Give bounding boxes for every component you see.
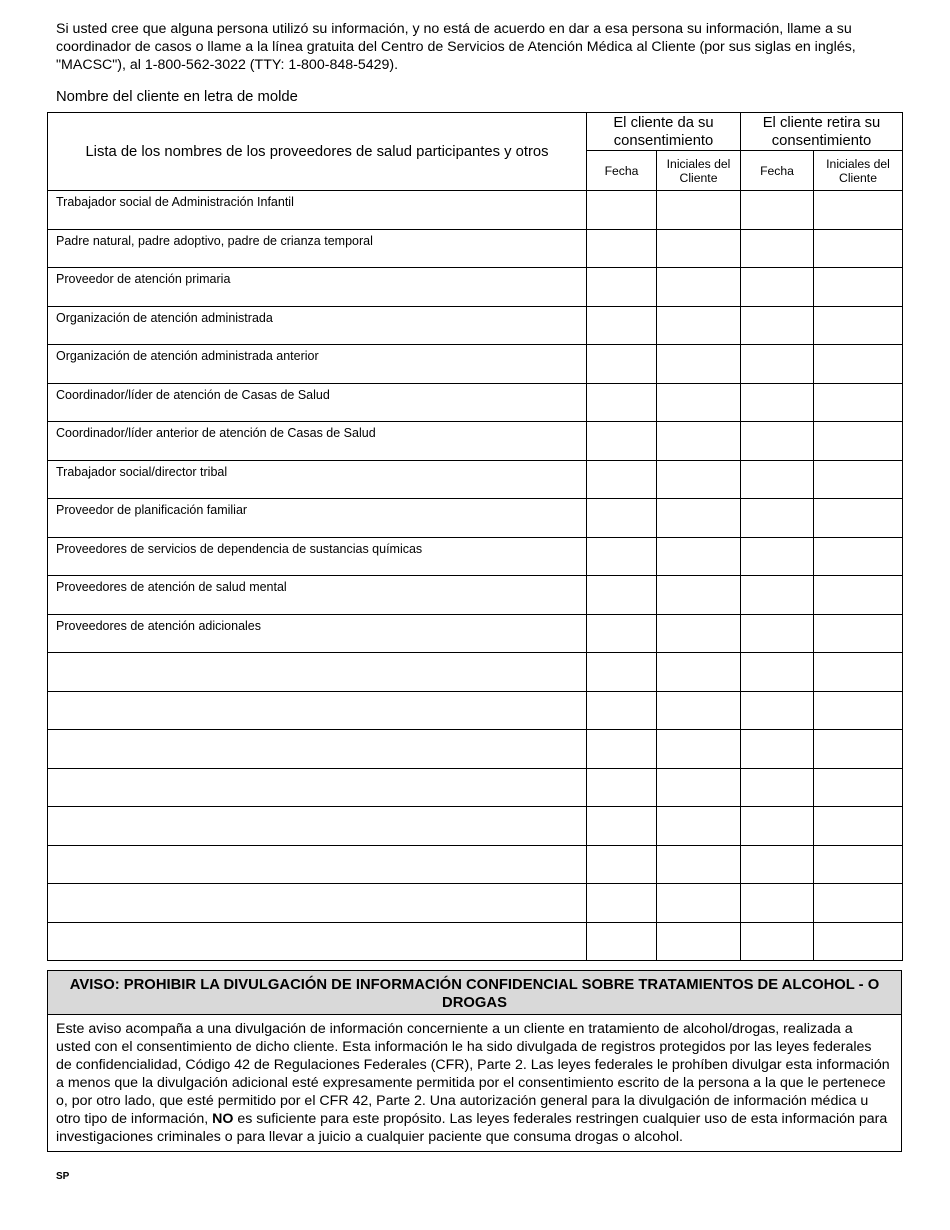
consent-initials-cell[interactable] — [657, 768, 741, 807]
revoke-date-cell[interactable] — [741, 345, 814, 384]
consent-initials-cell[interactable] — [657, 268, 741, 307]
table-row — [48, 422, 903, 461]
revoke-date-cell[interactable] — [741, 537, 814, 576]
table-row — [48, 268, 903, 307]
table-row — [48, 191, 903, 230]
provider-name-cell: Proveedores de servicios de dependencia de sustancias químicas — [48, 537, 587, 576]
revoke-initials-cell[interactable] — [814, 691, 903, 730]
consent-initials-cell[interactable] — [657, 422, 741, 461]
provider-name-cell[interactable] — [48, 691, 587, 730]
revoke-date-cell[interactable] — [741, 807, 814, 846]
revoke-initials-cell[interactable] — [814, 922, 903, 961]
consent-date-cell[interactable] — [587, 499, 657, 538]
consent-date-cell[interactable] — [587, 614, 657, 653]
provider-name-cell: Proveedor de planificación familiar — [48, 499, 587, 538]
table-row — [48, 922, 903, 961]
revoke-initials-cell[interactable] — [814, 845, 903, 884]
revoke-initials-cell[interactable] — [814, 730, 903, 769]
confidentiality-notice — [47, 970, 902, 1152]
table-row — [48, 653, 903, 692]
notice-body — [48, 1015, 901, 1151]
revoke-initials-cell[interactable] — [814, 345, 903, 384]
table-row — [48, 691, 903, 730]
consent-initials-cell[interactable] — [657, 306, 741, 345]
revoke-date-cell[interactable] — [741, 191, 814, 230]
notice-body-text-1: Este aviso acompaña a una divulgación de información concerniente a un cliente en tratamiento de alcohol/drogas, realizada a usted con el consentimiento de dicho cliente. Esta información le ha sido divulgada de registros protegidos por las leyes federales de confidencialidad, Código 42 de Regulaciones Federales (CFR), Parte 2. Las leyes federales le prohíben divulgar esta información a menos que la divulgación adicional esté expresamente permitida por el consentimiento escrito de la persona a la que le pertenece o, por otro lado, que esté permitido por el CFR 42, Parte 2. Una autorización general para la divulgación de información médica u otro tipo de información, — [56, 1021, 890, 1127]
table-row — [48, 229, 903, 268]
revoke-date-cell[interactable] — [741, 768, 814, 807]
table-row — [48, 306, 903, 345]
table-row — [48, 576, 903, 615]
consent-date-cell[interactable] — [587, 422, 657, 461]
notice-body-text-2: es suficiente para este propósito. Las leyes federales restringen cualquier uso de esta información para investigaciones criminales o para llevar a juicio a cualquier paciente que consuma drogas o alcohol. — [56, 1111, 888, 1145]
revoke-date-cell[interactable] — [741, 922, 814, 961]
provider-name-cell[interactable] — [48, 807, 587, 846]
consent-group-header: El cliente da su consentimiento — [587, 113, 741, 151]
consent-initials-cell[interactable] — [657, 345, 741, 384]
revoke-date-cell[interactable] — [741, 306, 814, 345]
revoke-date-cell[interactable] — [741, 653, 814, 692]
table-row — [48, 499, 903, 538]
consent-initials-cell[interactable] — [657, 576, 741, 615]
revoke-date-cell[interactable] — [741, 576, 814, 615]
revoke-date-cell[interactable] — [741, 268, 814, 307]
consent-date-cell[interactable] — [587, 922, 657, 961]
consent-date-header: Fecha — [587, 151, 657, 191]
provider-name-cell: Coordinador/líder de atención de Casas de Salud — [48, 383, 587, 422]
revoke-initials-cell[interactable] — [814, 807, 903, 846]
revoke-date-cell[interactable] — [741, 884, 814, 923]
consent-initials-cell[interactable] — [657, 383, 741, 422]
providers-column-header: Lista de los nombres de los proveedores de salud participantes y otros — [48, 113, 587, 191]
revoke-initials-header: Iniciales del Cliente — [814, 151, 903, 191]
provider-name-cell[interactable] — [48, 884, 587, 923]
revoke-initials-cell[interactable] — [814, 229, 903, 268]
consent-initials-cell[interactable] — [657, 537, 741, 576]
consent-date-cell[interactable] — [587, 730, 657, 769]
consent-initials-cell[interactable] — [657, 614, 741, 653]
provider-name-cell: Proveedores de atención de salud mental — [48, 576, 587, 615]
consent-initials-cell[interactable] — [657, 229, 741, 268]
provider-name-cell: Proveedor de atención primaria — [48, 268, 587, 307]
table-row — [48, 884, 903, 923]
consent-date-cell[interactable] — [587, 845, 657, 884]
provider-name-cell[interactable] — [48, 845, 587, 884]
notice-title: AVISO: PROHIBIR LA DIVULGACIÓN DE INFORMACIÓN CONFIDENCIAL SOBRE TRATAMIENTOS DE ALCOHOL - O DROGAS — [48, 971, 901, 1015]
revoke-date-cell[interactable] — [741, 229, 814, 268]
consent-initials-cell[interactable] — [657, 922, 741, 961]
table-row — [48, 845, 903, 884]
table-row — [48, 730, 903, 769]
providers-table — [47, 112, 903, 961]
consent-initials-header: Iniciales del Cliente — [657, 151, 741, 191]
revoke-initials-cell[interactable] — [814, 653, 903, 692]
revoke-initials-cell[interactable] — [814, 537, 903, 576]
consent-initials-cell[interactable] — [657, 691, 741, 730]
consent-date-cell[interactable] — [587, 229, 657, 268]
consent-date-cell[interactable] — [587, 653, 657, 692]
provider-name-cell[interactable] — [48, 730, 587, 769]
notice-body-emphasis: NO — [212, 1111, 234, 1127]
consent-date-cell[interactable] — [587, 345, 657, 384]
provider-name-cell: Organización de atención administrada — [48, 306, 587, 345]
consent-date-cell[interactable] — [587, 768, 657, 807]
table-row — [48, 768, 903, 807]
revoke-date-cell[interactable] — [741, 730, 814, 769]
table-row — [48, 807, 903, 846]
client-name-label: Nombre del cliente en letra de molde — [56, 89, 298, 105]
revoke-initials-cell[interactable] — [814, 460, 903, 499]
provider-name-cell: Padre natural, padre adoptivo, padre de crianza temporal — [48, 229, 587, 268]
revoke-initials-cell[interactable] — [814, 768, 903, 807]
consent-initials-cell[interactable] — [657, 730, 741, 769]
revoke-date-cell[interactable] — [741, 383, 814, 422]
consent-date-cell[interactable] — [587, 460, 657, 499]
consent-initials-cell[interactable] — [657, 499, 741, 538]
revoke-initials-cell[interactable] — [814, 499, 903, 538]
revoke-initials-cell[interactable] — [814, 614, 903, 653]
consent-initials-cell[interactable] — [657, 653, 741, 692]
consent-date-cell[interactable] — [587, 691, 657, 730]
revoke-initials-cell[interactable] — [814, 576, 903, 615]
intro-paragraph: Si usted cree que alguna persona utilizó su información, y no está de acuerdo en dar a esa persona su información, llame a su coordinador de casos o llame a la línea gratuita del Centro de Servicios de Atención Médica al Cliente (por sus siglas en inglés, "MACSC"), al 1-800-562-3022 (TTY: 1-800-848-5429). — [56, 21, 856, 73]
consent-initials-cell[interactable] — [657, 884, 741, 923]
form-language-code: SP — [56, 1171, 70, 1182]
table-row — [48, 460, 903, 499]
revoke-date-cell[interactable] — [741, 460, 814, 499]
revoke-group-header: El cliente retira su consentimiento — [741, 113, 903, 151]
revoke-date-cell[interactable] — [741, 499, 814, 538]
table-row — [48, 614, 903, 653]
consent-date-cell[interactable] — [587, 884, 657, 923]
consent-date-cell[interactable] — [587, 383, 657, 422]
consent-initials-cell[interactable] — [657, 807, 741, 846]
consent-date-cell[interactable] — [587, 191, 657, 230]
provider-name-cell[interactable] — [48, 922, 587, 961]
provider-name-cell: Proveedores de atención adicionales — [48, 614, 587, 653]
revoke-date-cell[interactable] — [741, 845, 814, 884]
revoke-initials-cell[interactable] — [814, 191, 903, 230]
provider-name-cell: Organización de atención administrada anterior — [48, 345, 587, 384]
table-row — [48, 537, 903, 576]
revoke-initials-cell[interactable] — [814, 268, 903, 307]
revoke-date-header: Fecha — [741, 151, 814, 191]
consent-date-cell[interactable] — [587, 807, 657, 846]
revoke-initials-cell[interactable] — [814, 422, 903, 461]
provider-name-cell: Coordinador/líder anterior de atención de Casas de Salud — [48, 422, 587, 461]
revoke-initials-cell[interactable] — [814, 383, 903, 422]
consent-date-cell[interactable] — [587, 268, 657, 307]
consent-date-cell[interactable] — [587, 537, 657, 576]
consent-initials-cell[interactable] — [657, 845, 741, 884]
revoke-initials-cell[interactable] — [814, 306, 903, 345]
consent-date-cell[interactable] — [587, 576, 657, 615]
consent-initials-cell[interactable] — [657, 191, 741, 230]
consent-date-cell[interactable] — [587, 306, 657, 345]
provider-name-cell[interactable] — [48, 653, 587, 692]
revoke-initials-cell[interactable] — [814, 884, 903, 923]
revoke-date-cell[interactable] — [741, 422, 814, 461]
provider-name-cell: Trabajador social/director tribal — [48, 460, 587, 499]
table-row — [48, 345, 903, 384]
revoke-date-cell[interactable] — [741, 614, 814, 653]
table-row — [48, 383, 903, 422]
provider-name-cell[interactable] — [48, 768, 587, 807]
provider-name-cell: Trabajador social de Administración Infantil — [48, 191, 587, 230]
revoke-date-cell[interactable] — [741, 691, 814, 730]
consent-initials-cell[interactable] — [657, 460, 741, 499]
